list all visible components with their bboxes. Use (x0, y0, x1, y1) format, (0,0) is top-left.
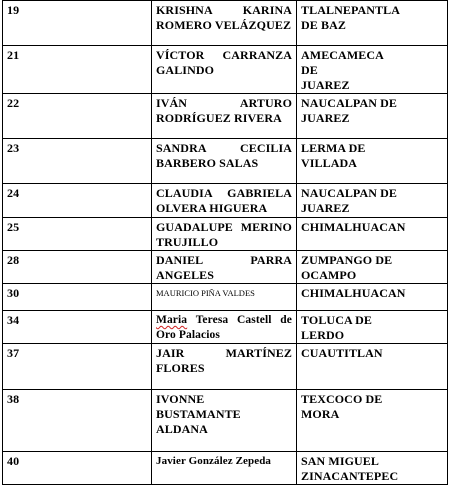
person-name (152, 94, 297, 139)
name-line: IVÁN ARTURO (156, 96, 292, 110)
name-line: MAURICIO PIÑA VALDES (156, 288, 255, 298)
name-line: SANDRA CECILIA (156, 141, 292, 155)
city-line: JUAREZ (301, 78, 350, 92)
row-number: 38 (3, 390, 152, 452)
city-line: ZINACANTEPEC (301, 469, 399, 483)
name-line: BARBERO SALAS (156, 156, 259, 170)
table-row (3, 284, 448, 311)
city-line: DE BAZ (301, 18, 346, 32)
person-name (152, 311, 297, 344)
name-line: BUSTAMANTE (156, 407, 241, 421)
table-row (3, 251, 448, 284)
name-line: FLORES (156, 361, 205, 375)
spellcheck-word: Maria (156, 314, 188, 326)
table-row (3, 218, 448, 251)
row-number: 25 (3, 218, 152, 251)
city-line: NAUCALPAN DE (301, 186, 397, 200)
table-row (3, 344, 448, 390)
person-name (152, 139, 297, 184)
municipality (297, 390, 448, 452)
city-line: CHIMALHUACAN (301, 286, 406, 300)
name-line: RODRÍGUEZ RIVERA (156, 111, 282, 125)
row-number: 30 (3, 284, 152, 311)
person-name (152, 390, 297, 452)
municipality (297, 1, 448, 46)
municipality (297, 184, 448, 218)
municipality (297, 344, 448, 390)
name-line: CLAUDIA GABRIELA (156, 186, 292, 200)
row-number: 21 (3, 46, 152, 94)
table-row (3, 184, 448, 218)
table-row (3, 139, 448, 184)
city-line: LERMA DE (301, 141, 366, 155)
city-line: OCAMPO (301, 268, 357, 282)
name-line: OLVERA HIGUERA (156, 201, 268, 215)
person-name (152, 284, 297, 311)
name-line: ALDANA (156, 422, 208, 436)
city-line: SAN MIGUEL (301, 454, 380, 468)
city-line: JUAREZ (301, 111, 350, 125)
table-row (3, 1, 448, 46)
name-line (156, 313, 292, 328)
city-line: ZUMPANGO DE (301, 253, 393, 267)
city-line: CUAUTITLAN (301, 346, 383, 360)
name-rest: Teresa Castell de (187, 314, 292, 326)
row-number: 34 (3, 311, 152, 344)
row-number: 23 (3, 139, 152, 184)
municipality (297, 218, 448, 251)
table-row (3, 311, 448, 344)
row-number: 24 (3, 184, 152, 218)
row-number: 28 (3, 251, 152, 284)
row-number: 22 (3, 94, 152, 139)
city-line: AMECAMECA (301, 48, 384, 62)
name-line: DANIEL PARRA (156, 253, 292, 267)
name-line: IVONNE (156, 392, 205, 406)
table-row (3, 94, 448, 139)
name-line: TRUJILLO (156, 235, 219, 249)
table-row (3, 390, 448, 452)
person-name (152, 1, 297, 46)
name-line: Oro Palacios (156, 329, 220, 341)
row-number: 40 (3, 452, 152, 485)
name-line: KRISHNA KARINA (156, 3, 292, 17)
city-line: TEXCOCO DE (301, 392, 383, 406)
city-line: NAUCALPAN DE (301, 96, 397, 110)
person-name (152, 344, 297, 390)
city-line: TOLUCA DE (301, 313, 373, 327)
municipality (297, 251, 448, 284)
name-line: ROMERO VELÁZQUEZ (156, 18, 292, 32)
municipality (297, 46, 448, 94)
person-name (152, 184, 297, 218)
records-table (2, 0, 448, 485)
name-line: JAIR MARTÍNEZ (156, 346, 292, 360)
municipality (297, 311, 448, 344)
row-number: 37 (3, 344, 152, 390)
municipality (297, 139, 448, 184)
name-line: GALINDO (156, 63, 215, 77)
person-name (152, 46, 297, 94)
name-line: ANGELES (156, 268, 215, 282)
city-line: LERDO (301, 328, 345, 342)
city-line: TLALNEPANTLA (301, 3, 400, 17)
municipality (297, 94, 448, 139)
name-line: Javier González Zepeda (156, 455, 272, 467)
municipality (297, 284, 448, 311)
city-line: MORA (301, 407, 340, 421)
name-line: VÍCTOR CARRANZA (156, 48, 292, 62)
table-row (3, 46, 448, 94)
person-name (152, 251, 297, 284)
name-line: GUADALUPE MERINO (156, 220, 292, 234)
row-number: 19 (3, 1, 152, 46)
city-line: CHIMALHUACAN (301, 220, 406, 234)
city-line: JUAREZ (301, 201, 350, 215)
person-name (152, 218, 297, 251)
city-line: VILLADA (301, 156, 358, 170)
city-line: DE (301, 63, 318, 77)
